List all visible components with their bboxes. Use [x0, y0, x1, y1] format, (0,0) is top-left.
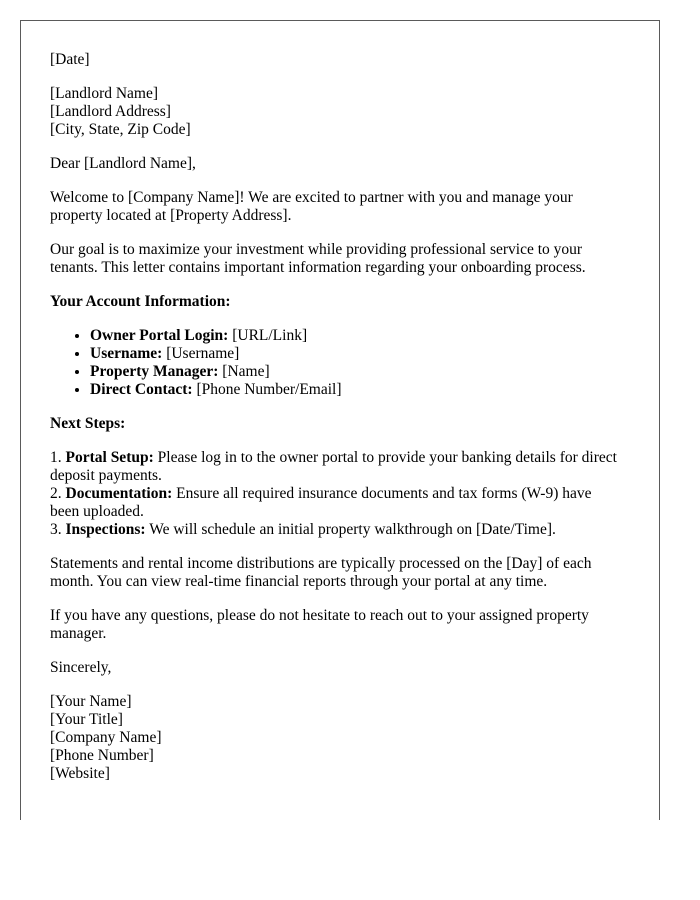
step-text: We will schedule an initial property walkthrough on [Date/Time]. [145, 521, 556, 538]
account-item-label: Property Manager: [90, 363, 219, 380]
intro-paragraph: Welcome to [Company Name]! We are excited to partner with you and manage your property located at [Property Address]. [50, 189, 573, 224]
signature-title: [Your Title] [50, 711, 123, 728]
recipient-address: [Landlord Address] [50, 103, 171, 120]
letter-date: [Date] [50, 51, 90, 68]
step-label: Portal Setup: [65, 449, 154, 466]
recipient-name: [Landlord Name] [50, 85, 159, 102]
account-item-value: [URL/Link] [228, 327, 308, 344]
account-item-property-manager [90, 363, 620, 381]
statements-paragraph: Statements and rental income distributions are typically processed on the [Day] of each month. You can view real-time financial reports through your portal at any time. [50, 555, 592, 590]
step-label: Documentation: [65, 485, 173, 502]
next-step-documentation [50, 485, 620, 521]
letter-page [20, 20, 660, 820]
account-item-portal-login [90, 327, 620, 345]
next-steps-list [50, 449, 620, 539]
next-step-inspections [50, 521, 620, 539]
recipient-address-block [50, 85, 620, 139]
signature-block [50, 693, 620, 783]
signature-company: [Company Name] [50, 729, 162, 746]
step-number: 3. [50, 521, 66, 538]
account-item-label: Username: [90, 345, 163, 362]
next-steps-heading: Next Steps: [50, 415, 126, 432]
next-step-portal-setup [50, 449, 620, 485]
account-item-label: Direct Contact: [90, 381, 193, 398]
account-item-direct-contact [90, 381, 620, 399]
signature-phone: [Phone Number] [50, 747, 154, 764]
account-item-value: [Phone Number/Email] [192, 381, 342, 398]
account-item-label: Owner Portal Login: [90, 327, 229, 344]
account-info-heading: Your Account Information: [50, 293, 231, 310]
questions-paragraph: If you have any questions, please do not hesitate to reach out to your assigned property manager. [50, 607, 589, 642]
step-number: 2. [50, 485, 66, 502]
signature-website: [Website] [50, 765, 110, 782]
account-item-value: [Username] [162, 345, 240, 362]
salutation: Dear [Landlord Name], [50, 155, 196, 172]
account-info-list [50, 327, 620, 399]
recipient-city-state-zip: [City, State, Zip Code] [50, 121, 191, 138]
account-item-value: [Name] [218, 363, 270, 380]
signature-name: [Your Name] [50, 693, 132, 710]
step-text: Please log in to the owner portal to provide your banking details for direct deposit payments. [50, 449, 617, 484]
goal-paragraph: Our goal is to maximize your investment while providing professional service to your tenants. This letter contains important information regarding your onboarding process. [50, 241, 586, 276]
step-text: Ensure all required insurance documents and tax forms (W-9) have been uploaded. [50, 485, 592, 520]
step-label: Inspections: [65, 521, 146, 538]
closing: Sincerely, [50, 659, 112, 676]
account-item-username [90, 345, 620, 363]
step-number: 1. [50, 449, 66, 466]
letter-body [50, 51, 620, 799]
